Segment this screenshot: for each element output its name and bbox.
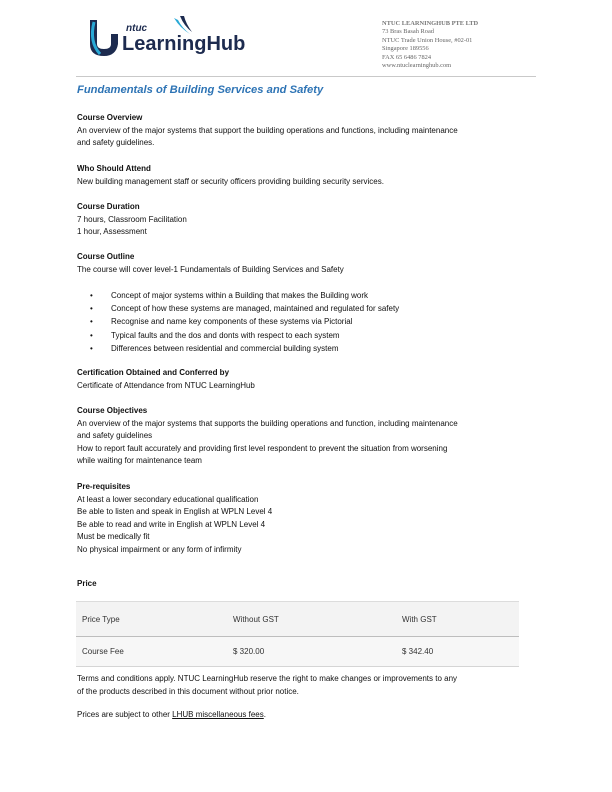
header-divider	[76, 76, 536, 77]
price-table	[76, 601, 519, 667]
company-address: NTUC LEARNINGHUB PTE LTD 73 Bras Basah Road NTUC Trade Union House, #02-01 Singapore 189556 FAX 65 6486 7824 www.ntuclearninghub.com	[382, 20, 479, 70]
list-item: • Typical faults and the dos and donts with respect to each system	[90, 329, 399, 342]
prereq-line: Be able to read and write in English at WPLN Level 4	[77, 519, 266, 529]
section-overview	[77, 112, 547, 150]
objectives-line: How to report fault accurately and providing first level respondent to prevent the situation from worsening	[77, 443, 448, 453]
overview-heading: Course Overview	[77, 113, 143, 122]
outline-intro: The course will cover level-1 Fundamentals of Building Services and Safety	[77, 264, 344, 274]
objectives-line: An overview of the major systems that supports the building operations and function, including maintenance	[77, 418, 458, 428]
outline-list	[90, 289, 399, 355]
column-header: With GST	[402, 614, 437, 624]
terms-line: Terms and conditions apply. NTUC LearningHub reserve the right to make changes or improvements to any	[77, 674, 458, 683]
table-row	[76, 637, 519, 667]
misc-fees-link[interactable]: LHUB miscellaneous fees	[172, 710, 264, 719]
table-header-row	[76, 602, 519, 637]
certification-heading: Certification Obtained and Conferred by	[77, 368, 230, 377]
attend-heading: Who Should Attend	[77, 164, 151, 173]
section-outline	[77, 251, 547, 276]
terms-line: of the products described in this document without prior notice.	[77, 686, 299, 696]
objectives-heading: Course Objectives	[77, 406, 148, 415]
fees-prefix: Prices are subject to other	[77, 710, 173, 719]
duration-line: 7 hours, Classroom Facilitation	[77, 214, 187, 224]
svg-text:LearningHub: LearningHub	[122, 33, 246, 55]
price-with-gst-cell: $ 342.40	[402, 647, 434, 656]
svg-text:ntuc: ntuc	[126, 23, 148, 34]
column-header: Without GST	[233, 614, 279, 624]
prereq-line: Be able to listen and speak in English at WPLN Level 4	[77, 507, 273, 517]
page-title: Fundamentals of Building Services and Safety	[77, 84, 324, 96]
prereq-line: Must be medically fit	[77, 532, 150, 542]
prereq-heading: Pre-requisites	[77, 482, 131, 491]
price-type-cell: Course Fee	[82, 647, 124, 656]
list-item: • Differences between residential and commercial building system	[90, 342, 399, 355]
certification-text: Certificate of Attendance from NTUC LearningHub	[77, 380, 255, 390]
duration-heading: Course Duration	[77, 202, 140, 211]
list-item: • Concept of major systems within a Building that makes the Building work	[90, 289, 399, 302]
price-without-gst-cell: $ 320.00	[233, 647, 265, 656]
column-header: Price Type	[82, 614, 120, 624]
attend-text: New building management staff or security officers providing building security services.	[77, 176, 384, 186]
objectives-line: and safety guidelines	[77, 431, 153, 441]
section-duration	[77, 201, 547, 239]
ntuc-learninghub-logo	[80, 14, 255, 60]
section-attend	[77, 163, 547, 188]
price-heading: Price	[77, 579, 97, 588]
overview-line: and safety guidelines.	[77, 138, 155, 148]
terms-text	[77, 673, 547, 698]
prereq-line: No physical impairment or any form of infirmity	[77, 544, 242, 554]
list-item: • Recognise and name key components of these systems via Pictorial	[90, 315, 399, 328]
overview-line: An overview of the major systems that support the building operations and functions, including maintenance	[77, 125, 458, 135]
objectives-line: while waiting for maintenance team	[77, 456, 202, 466]
logo-mark-icon	[80, 14, 255, 60]
fees-suffix: .	[263, 710, 266, 719]
prereq-line: At least a lower secondary educational qualification	[77, 494, 259, 504]
duration-line: 1 hour, Assessment	[77, 227, 147, 237]
list-item: • Concept of how these systems are managed, maintained and regulated for safety	[90, 302, 399, 315]
outline-heading: Course Outline	[77, 252, 135, 261]
section-certification	[77, 367, 547, 392]
section-objectives	[77, 405, 547, 468]
fees-note	[77, 709, 547, 722]
section-prerequisites	[77, 481, 547, 557]
